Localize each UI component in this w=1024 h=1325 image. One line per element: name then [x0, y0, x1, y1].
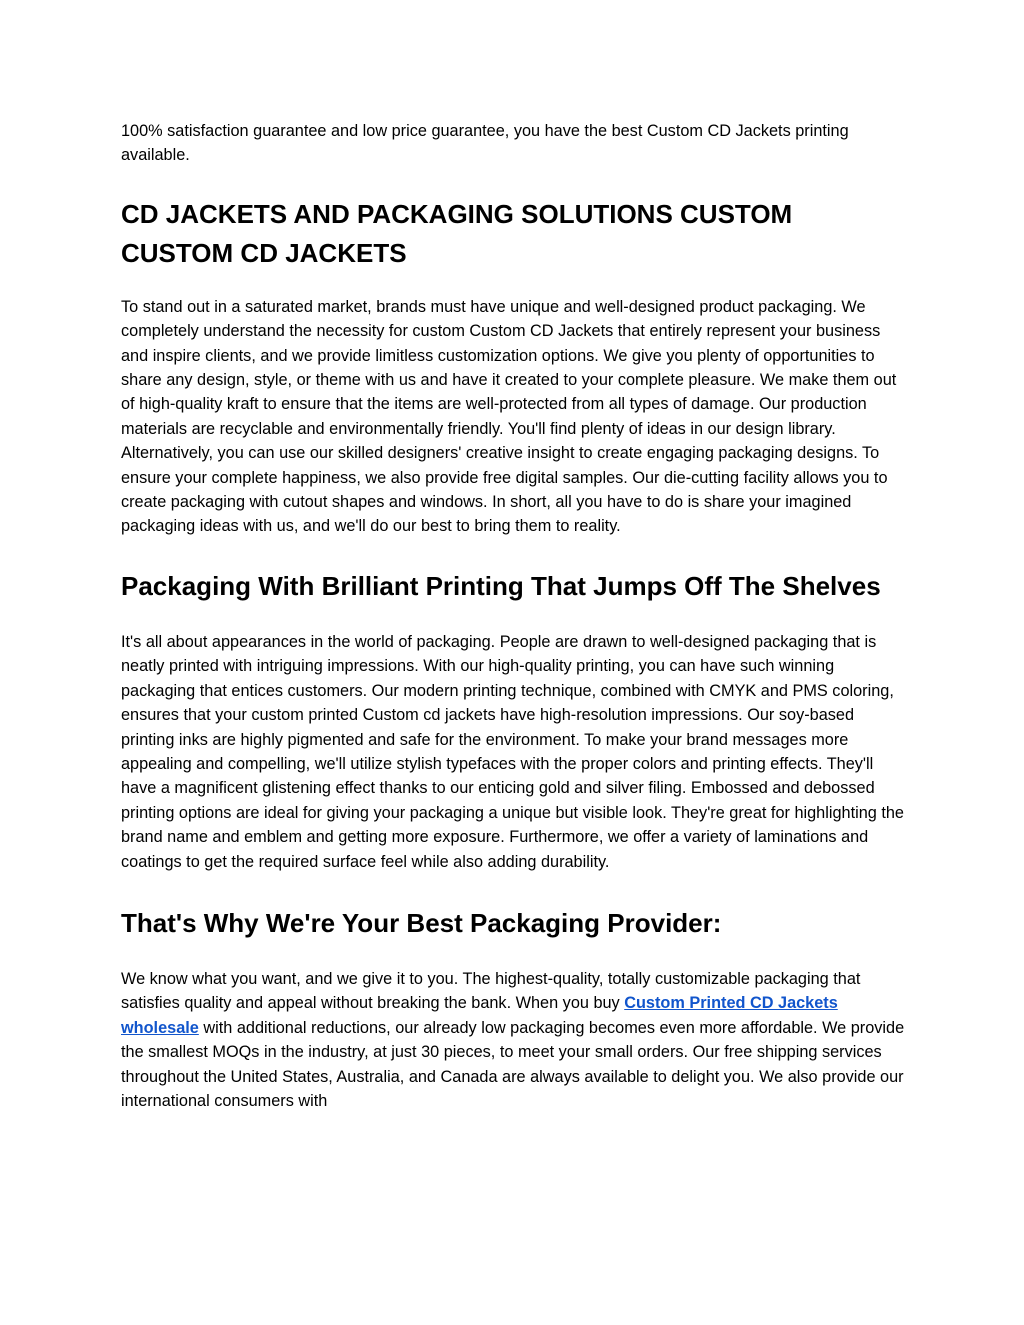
- intro-paragraph: 100% satisfaction guarantee and low price guarantee, you have the best Custom CD Jackets printing available.: [121, 122, 849, 165]
- section-heading-provider: That's Why We're Your Best Packaging Provider:: [121, 907, 722, 938]
- section-paragraph-provider: [121, 967, 911, 1113]
- section-paragraph-printing: It's all about appearances in the world of packaging. People are drawn to well-designed packaging that is neatly printed with intriguing impressions. With our high-quality printing, you can have such winning packaging that entices customers. Our modern printing technique, combined with CMYK and PMS coloring, ensures that your custom printed Custom cd jackets have high-resolution impressions. Our soy-based printing inks are highly pigmented and safe for the environment. To make your brand messages more appealing and compelling, we'll utilize stylish typefaces with the proper colors and printing effects. They'll have a magnificent glistening effect thanks to our enticing gold and silver filing. Embossed and debossed printing options are ideal for giving your packaging a unique but visible look. They're great for highlighting the brand name and emblem and getting more exposure. Furthermore, we offer a variety of laminations and coatings to get the required surface feel while also adding durability.: [121, 632, 904, 871]
- custom-printed-cd-jackets-wholesale-link[interactable]: Custom Printed CD Jackets wholesale: [121, 994, 838, 1037]
- document-page: [121, 119, 911, 1113]
- section-paragraph-cd-jackets: To stand out in a saturated market, brands must have unique and well-designed product packaging. We completely understand the necessity for custom Custom CD Jackets that entirely represent your business and inspire clients, and we provide limitless customization options. We give you plenty of opportunities to share any design, style, or theme with us and have it created to your complete pleasure. We make them out of high-quality kraft to ensure that the items are well-protected from all types of damage. Our production materials are recyclable and environmentally friendly. You'll find plenty of ideas in our design library. Alternatively, you can use our skilled designers' creative insight to create engaging packaging designs. To ensure your complete happiness, we also provide free digital samples. Our die-cutting facility allows you to create packaging with cutout shapes and windows. In short, all you have to do is share your imagined packaging ideas with us, and we'll do our best to bring them to reality.: [121, 297, 897, 536]
- section-heading-cd-jackets: CD JACKETS AND PACKAGING SOLUTIONS CUSTOM CUSTOM CD JACKETS: [121, 198, 793, 268]
- provider-text-before-link: We know what you want, and we give it to you. The highest-quality, totally customizable packaging that satisfies quality and appeal without breaking the bank. When you buy: [121, 969, 861, 1013]
- provider-text-after-link: with additional reductions, our already low packaging becomes even more affordable. We provide the smallest MOQs in the industry, at just 30 pieces, to meet your small orders. Our free shipping services throughout the United States, Australia, and Canada are always available to delight you. We also provide our international consumers with: [121, 1018, 905, 1110]
- section-heading-printing: Packaging With Brilliant Printing That Jumps Off The Shelves: [121, 570, 881, 601]
